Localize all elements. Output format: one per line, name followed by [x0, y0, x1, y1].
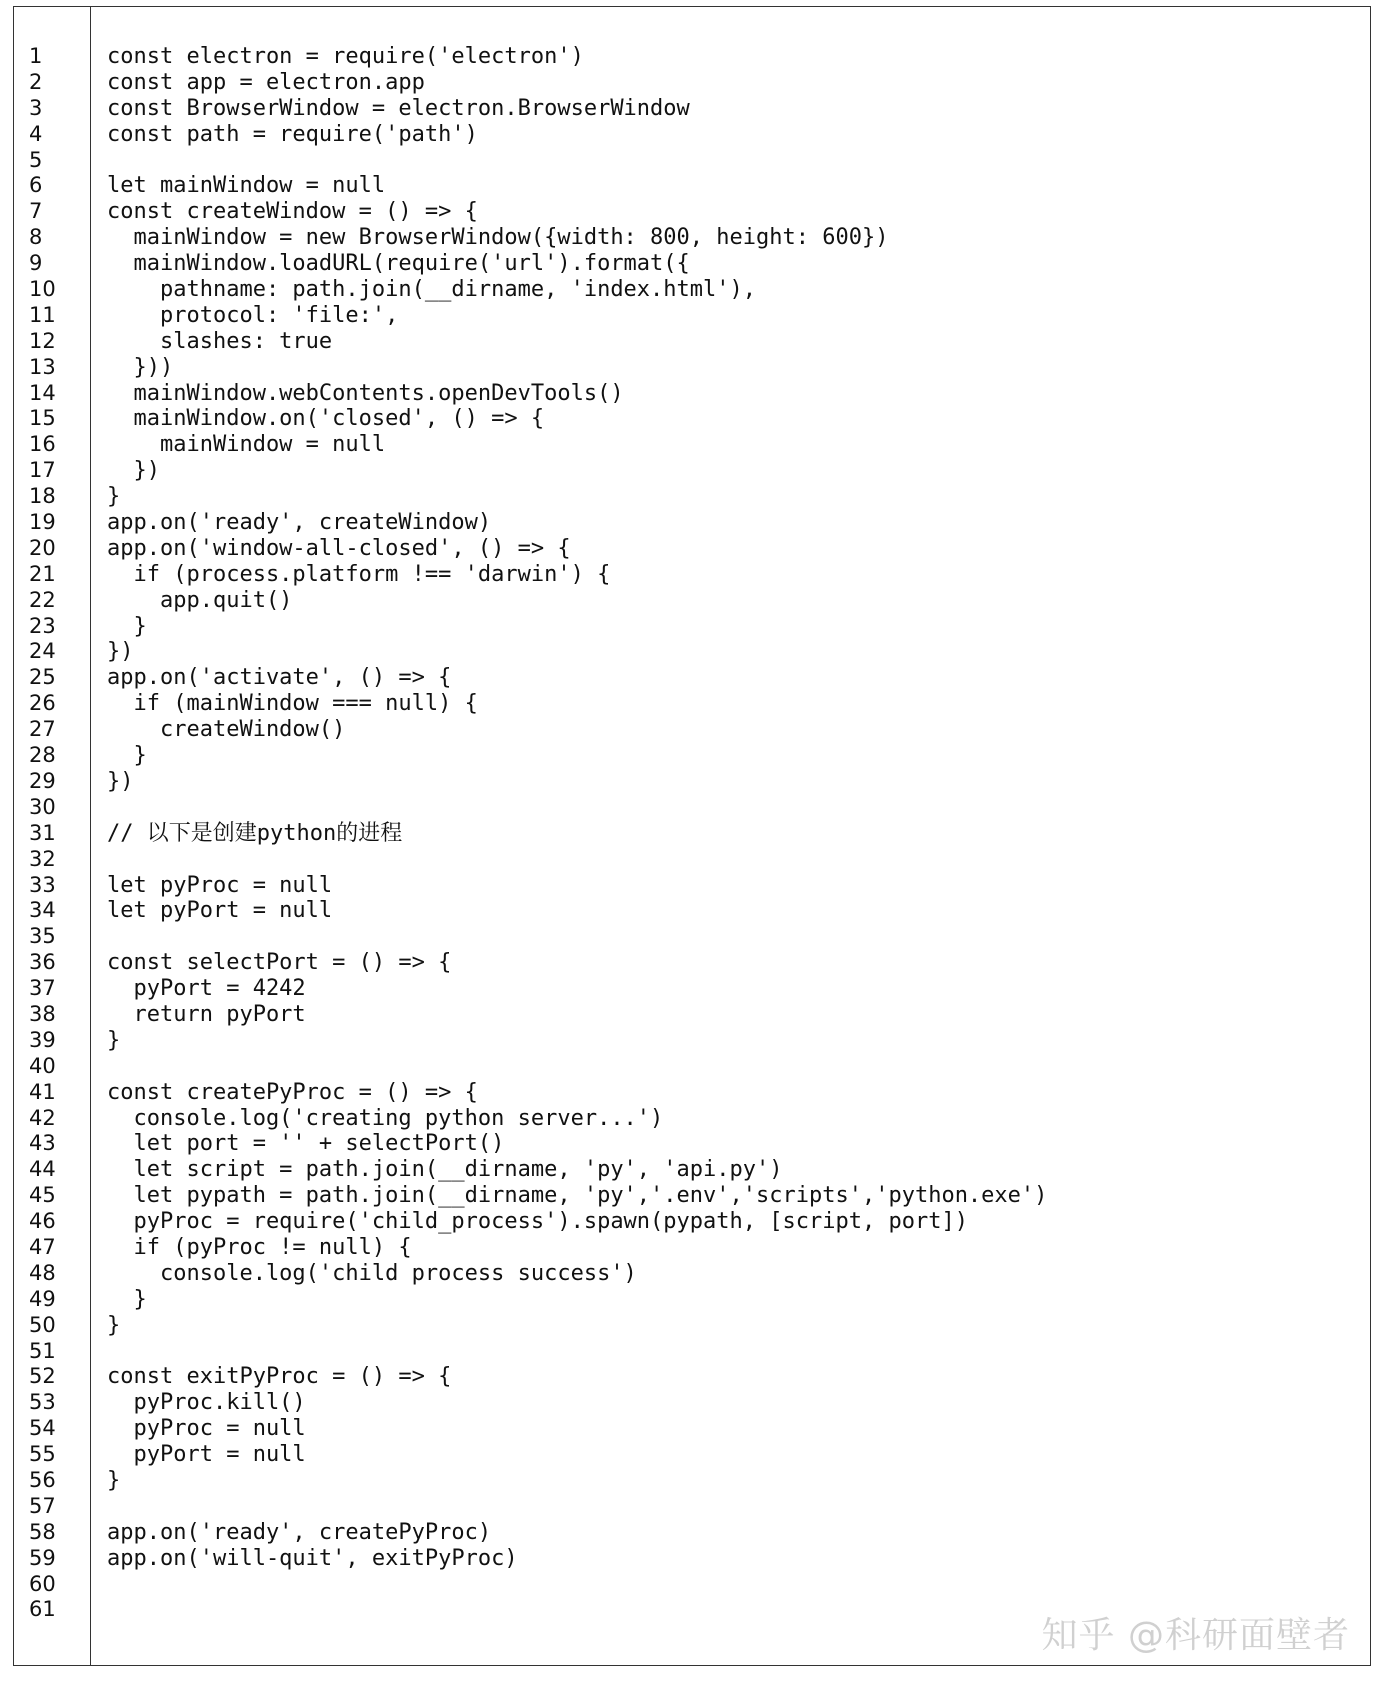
- line-number: 14: [29, 380, 56, 405]
- code-line: protocol: 'file:',: [107, 302, 399, 328]
- line-number: 54: [29, 1416, 56, 1441]
- line-number: 51: [29, 1338, 56, 1363]
- line-number: 6: [29, 173, 43, 198]
- line-number: 29: [29, 768, 56, 793]
- line-number: 17: [29, 458, 56, 483]
- line-number: 47: [29, 1234, 56, 1259]
- code-line: app.on('activate', () => {: [107, 665, 452, 691]
- line-number: 16: [29, 432, 56, 457]
- code-line: let mainWindow = null: [107, 173, 386, 199]
- code-line: [107, 1597, 1047, 1623]
- code-line: [107, 1572, 1047, 1598]
- code-line: }: [107, 1286, 147, 1312]
- code-line: [107, 1339, 1047, 1365]
- line-number: 15: [29, 406, 56, 431]
- line-number: 34: [29, 898, 56, 923]
- line-number: 24: [29, 639, 56, 664]
- line-number: 58: [29, 1519, 56, 1544]
- line-number: 52: [29, 1364, 56, 1389]
- code-line: slashes: true: [107, 328, 333, 354]
- line-number: 61: [29, 1597, 56, 1622]
- line-number: 45: [29, 1183, 56, 1208]
- line-number: 38: [29, 1001, 56, 1026]
- code-line: let pyProc = null: [107, 872, 333, 898]
- line-number: 44: [29, 1157, 56, 1182]
- code-line: }: [107, 743, 147, 769]
- code-line: // 以下是创建python的进程: [107, 820, 403, 846]
- line-number: 11: [29, 302, 56, 327]
- line-number: 42: [29, 1105, 56, 1130]
- code-line: const createWindow = () => {: [107, 199, 478, 225]
- code-line: }): [107, 458, 160, 484]
- line-number: 18: [29, 484, 56, 509]
- code-line: [107, 924, 1047, 950]
- line-number: 39: [29, 1027, 56, 1052]
- line-number: 3: [29, 95, 43, 120]
- code-line: }: [107, 484, 121, 510]
- line-number: 8: [29, 225, 43, 250]
- line-number: 55: [29, 1442, 56, 1467]
- code-line: const exitPyProc = () => {: [107, 1364, 452, 1390]
- code-line: [107, 847, 1047, 873]
- line-number: 25: [29, 665, 56, 690]
- code-line: mainWindow = new BrowserWindow({width: 800, height: 600}): [107, 225, 889, 251]
- code-line: pyProc.kill(): [107, 1390, 306, 1416]
- code-line: let port = '' + selectPort(): [107, 1131, 505, 1157]
- code-line: }: [107, 1027, 121, 1053]
- line-number: 33: [29, 872, 56, 897]
- line-number: 20: [29, 535, 56, 560]
- code-lines: [107, 44, 1047, 1623]
- code-line: }): [107, 639, 134, 665]
- code-line: app.on('window-all-closed', () => {: [107, 535, 571, 561]
- code-line: createWindow(): [107, 717, 346, 743]
- code-line: }: [107, 1312, 121, 1338]
- code-line: if (mainWindow === null) {: [107, 691, 478, 717]
- line-number: 36: [29, 950, 56, 975]
- line-number: 7: [29, 199, 43, 224]
- line-number: 12: [29, 328, 56, 353]
- code-line: [107, 148, 1047, 174]
- code-line: if (process.platform !== 'darwin') {: [107, 561, 611, 587]
- line-number: 50: [29, 1312, 56, 1337]
- line-number: 35: [29, 924, 56, 949]
- code-line: }: [107, 613, 147, 639]
- code-line: }): [107, 768, 134, 794]
- code-line: console.log('creating python server...'): [107, 1105, 664, 1131]
- line-number: 26: [29, 691, 56, 716]
- line-number: 37: [29, 976, 56, 1001]
- code-line: }: [107, 1467, 121, 1493]
- code-line: pyPort = null: [107, 1442, 306, 1468]
- code-line: app.on('will-quit', exitPyProc): [107, 1545, 518, 1571]
- code-line: if (pyProc != null) {: [107, 1234, 412, 1260]
- line-number: 2: [29, 69, 43, 94]
- code-line: const electron = require('electron'): [107, 44, 584, 69]
- line-number: 32: [29, 846, 56, 871]
- line-number: 22: [29, 587, 56, 612]
- code-line: pyPort = 4242: [107, 976, 306, 1002]
- line-number: 56: [29, 1467, 56, 1492]
- line-number: 60: [29, 1571, 56, 1596]
- code-line: app.on('ready', createPyProc): [107, 1519, 492, 1545]
- line-number: 27: [29, 717, 56, 742]
- code-line: mainWindow = null: [107, 432, 386, 458]
- line-number: 1: [29, 44, 43, 68]
- code-line: [107, 795, 1047, 821]
- line-number: 5: [29, 147, 43, 172]
- watermark: 知乎 @科研面壁者: [1041, 1615, 1350, 1656]
- code-line: const createPyProc = () => {: [107, 1079, 478, 1105]
- code-line: let pyPort = null: [107, 898, 333, 924]
- code-line: let script = path.join(__dirname, 'py', 'api.py'): [107, 1157, 783, 1183]
- line-number: 19: [29, 510, 56, 535]
- line-number: 21: [29, 561, 56, 586]
- code-line: mainWindow.loadURL(require('url').format({: [107, 251, 690, 277]
- code-line: console.log('child process success'): [107, 1260, 637, 1286]
- code-line: return pyPort: [107, 1001, 306, 1027]
- line-number: 13: [29, 354, 56, 379]
- line-number: 40: [29, 1053, 56, 1078]
- code-line: const path = require('path'): [107, 121, 478, 147]
- code-line: const app = electron.app: [107, 69, 425, 95]
- line-number: 23: [29, 613, 56, 638]
- code-line: pathname: path.join(__dirname, 'index.html'),: [107, 277, 757, 303]
- code-line: const selectPort = () => {: [107, 950, 452, 976]
- line-numbers: [29, 44, 56, 1623]
- line-number: 10: [29, 277, 56, 302]
- code-line: mainWindow.on('closed', () => {: [107, 406, 545, 432]
- line-number: 49: [29, 1286, 56, 1311]
- code-line: app.on('ready', createWindow): [107, 510, 492, 536]
- line-number: 57: [29, 1493, 56, 1518]
- code-line: let pypath = path.join(__dirname, 'py','.env','scripts','python.exe'): [107, 1183, 1048, 1209]
- code-line: app.quit(): [107, 587, 293, 613]
- line-number: 43: [29, 1131, 56, 1156]
- line-number: 30: [29, 794, 56, 819]
- line-number: 59: [29, 1545, 56, 1570]
- code-line: [107, 1054, 1047, 1080]
- line-number: 53: [29, 1390, 56, 1415]
- code-line: const BrowserWindow = electron.BrowserWindow: [107, 95, 690, 121]
- code-line: pyProc = null: [107, 1416, 306, 1442]
- line-number: 9: [29, 251, 43, 276]
- line-number: 48: [29, 1260, 56, 1285]
- code-line: mainWindow.webContents.openDevTools(): [107, 380, 624, 406]
- code-listing-frame: [13, 6, 1371, 1666]
- line-number: 28: [29, 743, 56, 768]
- code-line: })): [107, 354, 174, 380]
- line-number: 41: [29, 1079, 56, 1104]
- line-number: 46: [29, 1209, 56, 1234]
- line-number: 31: [29, 820, 56, 845]
- line-number: 4: [29, 121, 43, 146]
- code-line: [107, 1494, 1047, 1520]
- code-line: pyProc = require('child_process').spawn(pypath, [script, port]): [107, 1209, 968, 1235]
